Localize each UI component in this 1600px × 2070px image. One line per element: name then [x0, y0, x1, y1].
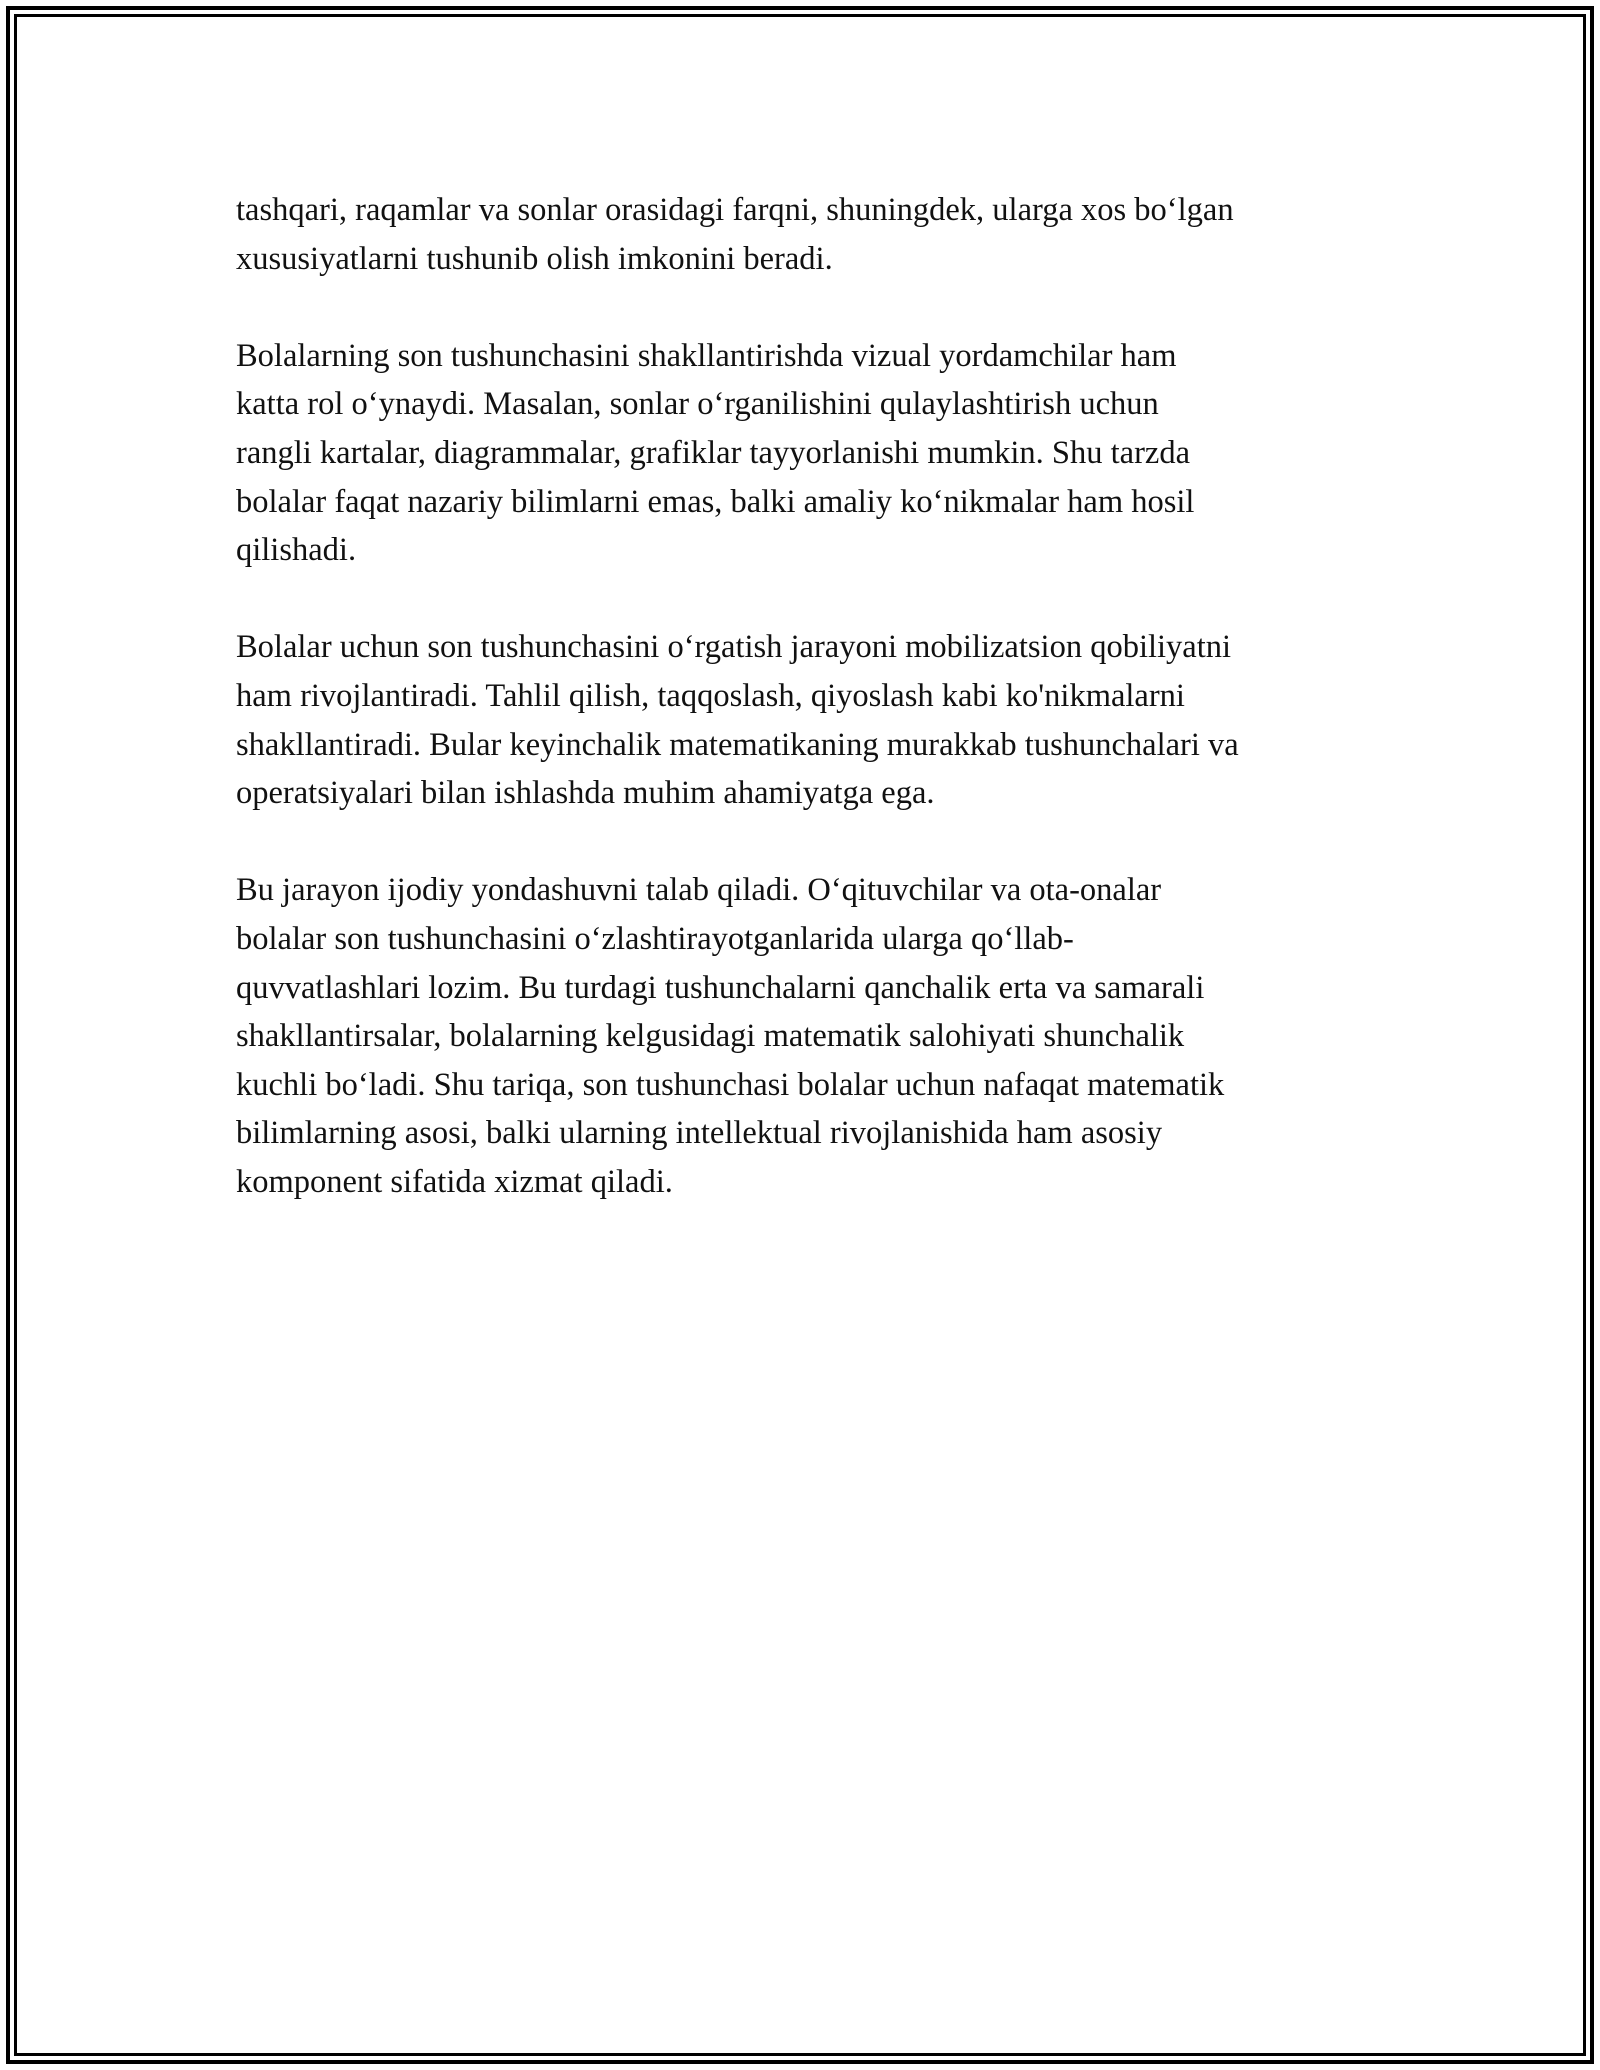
paragraph-2-line-2: katta rol o‘ynaydi. Masalan, sonlar o‘rganilishini qulaylashtirish uchun [236, 386, 1159, 423]
paragraph-4-line-5: kuchli bo‘ladi. Shu tariqa, son tushunchasi bolalar uchun nafaqat matematik [236, 1066, 1225, 1103]
document-body [236, 186, 1386, 1255]
paragraph-3-line-1: Bolalar uchun son tushunchasini o‘rgatish jarayoni mobilizatsion qobiliyatni [236, 629, 1232, 666]
paragraph-4-line-4: shakllantirsalar, bolalarning kelgusidagi matematik salohiyati shunchalik [236, 1018, 1185, 1055]
paragraph-1-line-2: xususiyatlarni tushunib olish imkonini beradi. [236, 240, 833, 277]
paragraph-3-line-3: shakllantiradi. Bular keyinchalik matematikaning murakkab tushunchalari va [236, 726, 1239, 763]
paragraph-4-line-6: bilimlarning asosi, balki ularning intellektual rivojlanishida ham asosiy [236, 1115, 1163, 1152]
paragraph-2 [236, 332, 1386, 575]
paragraph-2-line-1: Bolalarning son tushunchasini shakllantirishda vizual yordamchilar ham [236, 337, 1177, 374]
paragraph-2-line-5: qilishadi. [236, 532, 357, 569]
paragraph-1 [236, 186, 1386, 283]
paragraph-4 [236, 866, 1386, 1206]
paragraph-3-line-2: ham rivojlantiradi. Tahlil qilish, taqqoslash, qiyoslash kabi ko'nikmalarni [236, 677, 1185, 714]
paragraph-4-line-1: Bu jarayon ijodiy yondashuvni talab qiladi. O‘qituvchilar va ota-onalar [236, 872, 1162, 909]
paragraph-4-line-3: quvvatlashlari lozim. Bu turdagi tushunchalarni qanchalik erta va samarali [236, 969, 1205, 1006]
paragraph-3-line-4: operatsiyalari bilan ishlashda muhim ahamiyatga ega. [236, 775, 935, 812]
paragraph-2-line-3: rangli kartalar, diagrammalar, grafiklar tayyorlanishi mumkin. Shu tarzda [236, 434, 1191, 471]
paragraph-4-line-7: komponent sifatida xizmat qiladi. [236, 1163, 673, 1200]
paragraph-1-line-1: tashqari, raqamlar va sonlar orasidagi farqni, shuningdek, ularga xos bo‘lgan [236, 192, 1234, 228]
paragraph-4-line-2: bolalar son tushunchasini o‘zlashtirayotganlarida ularga qo‘llab- [236, 920, 1074, 957]
paragraph-2-line-4: bolalar faqat nazariy bilimlarni emas, balki amaliy ko‘nikmalar ham hosil [236, 483, 1195, 520]
paragraph-3 [236, 623, 1386, 817]
